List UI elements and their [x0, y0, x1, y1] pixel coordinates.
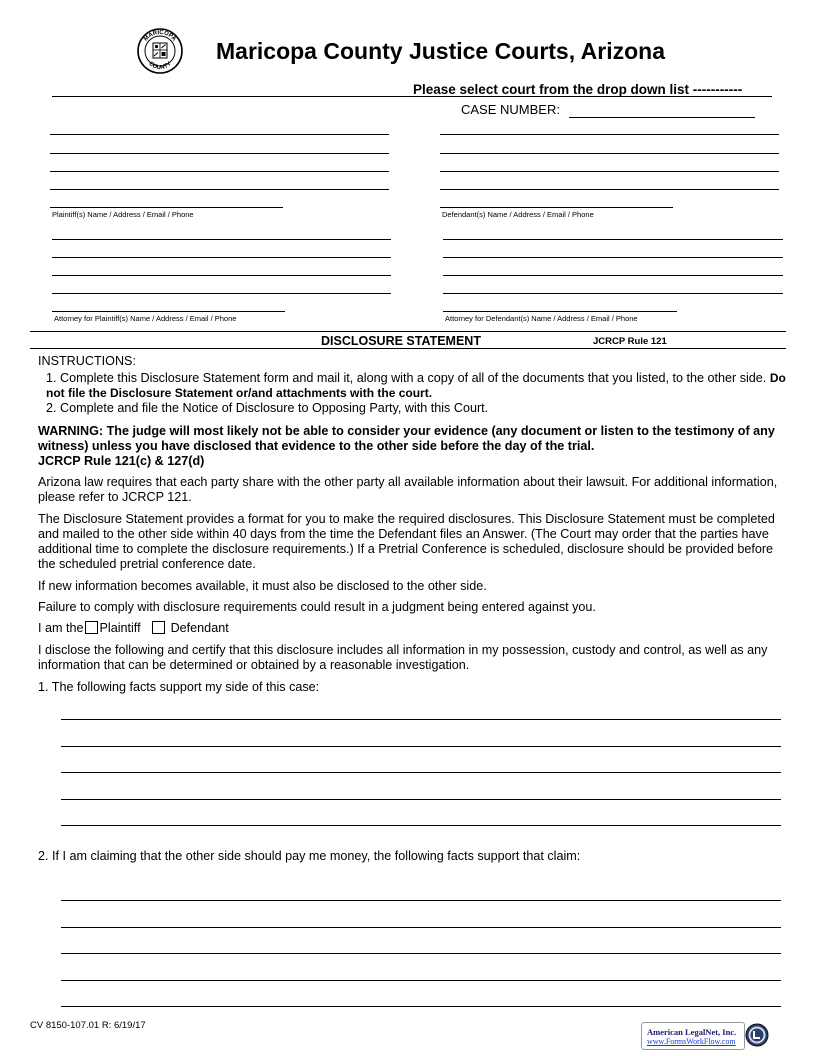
case-number-field[interactable]	[569, 117, 755, 118]
warning-label: WARNING:	[38, 424, 104, 438]
question-2: 2. If I am claiming that the other side should pay me money, the following facts support that claim:	[38, 849, 581, 863]
defendant-checkbox[interactable]	[152, 621, 165, 634]
warning-paragraph	[38, 424, 783, 454]
section-rule-reference: JCRCP Rule 121	[593, 336, 667, 347]
plaintiff-label: Plaintiff(s) Name / Address / Email / Phone	[52, 210, 194, 219]
seal-text-top: MARICOPA	[143, 29, 177, 43]
paragraph-law: Arizona law requires that each party share with the other party all available information about their lawsuit. For additional information, please refer to JCRCP 121.	[38, 475, 778, 504]
question-1-answer-line-5[interactable]	[61, 825, 781, 826]
paragraph-format: The Disclosure Statement provides a format for you to make the required disclosures. This Disclosure Statement must be completed and mailed to the other side within 40 days from the time the Defendant files an Answer. (The Court may order that the parties have additional time to complete the disclosure requirements.) If a Pretrial Conference is scheduled, disclosure should be provided before the scheduled pretrial conference date.	[38, 512, 775, 571]
question-1-answer-line-2[interactable]	[61, 746, 781, 747]
plaintiff-attorney-line-4[interactable]	[52, 293, 391, 294]
paragraph-new-information: If new information becomes available, it must also be disclosed to the other side.	[38, 579, 487, 593]
section-rule-bottom	[30, 348, 786, 349]
defendant-attorney-line-1[interactable]	[443, 239, 783, 240]
defendant-attorney-label: Attorney for Defendant(s) Name / Address / Email / Phone	[445, 314, 638, 323]
question-2-answer-line-3[interactable]	[61, 953, 781, 954]
plaintiff-attorney-line-2[interactable]	[52, 257, 391, 258]
defendant-attorney-line-4[interactable]	[443, 293, 783, 294]
question-2-answer-line-2[interactable]	[61, 927, 781, 928]
defendant-label: Defendant(s) Name / Address / Email / Phone	[442, 210, 594, 219]
county-seal-icon	[137, 28, 183, 74]
legalnet-badge-box	[641, 1022, 745, 1050]
defendant-line-2[interactable]	[440, 153, 779, 154]
warning-text: The judge will most likely not be able to consider your evidence (any document or listen to the testimony of any witness) unless you have disclosed that evidence to the other side before the day of the trial.	[38, 424, 775, 453]
plaintiff-attorney-line-3[interactable]	[52, 275, 391, 276]
svg-text:COUNTY	[147, 61, 172, 71]
paragraph-certification: I disclose the following and certify that this disclosure includes all information in my possession, custody and control, as well as any information that can be determined or obtained by a reasonable investigation.	[38, 643, 768, 672]
plaintiff-attorney-label: Attorney for Plaintiff(s) Name / Address / Email / Phone	[54, 314, 237, 323]
page-title: Maricopa County Justice Courts, Arizona	[216, 38, 665, 64]
defendant-line-1[interactable]	[440, 134, 779, 135]
plaintiff-checkbox[interactable]	[85, 621, 98, 634]
legalnet-logo-icon	[745, 1023, 769, 1047]
question-2-answer-line-5[interactable]	[61, 1006, 781, 1007]
court-select-dropdown[interactable]: Please select court from the drop down list -----------	[413, 82, 743, 97]
defendant-attorney-line-5[interactable]	[443, 311, 677, 312]
header-rule	[52, 96, 772, 97]
plaintiff-line-4[interactable]	[50, 189, 389, 190]
legalnet-badge[interactable]	[641, 1022, 769, 1050]
question-1: 1. The following facts support my side of this case:	[38, 680, 320, 694]
brand-name: American LegalNet, Inc.	[647, 1027, 737, 1037]
warning-rule-reference: JCRCP Rule 121(c) & 127(d)	[38, 454, 205, 468]
instruction-item-1-text: 1. Complete this Disclosure Statement form and mail it, along with a copy of all of the documents that you listed, to the other side.	[46, 371, 767, 385]
instruction-item-1-bold: Do not file the Disclosure Statement or/and attachments with the court.	[46, 371, 786, 400]
role-prefix: I am the	[38, 621, 84, 635]
plaintiff-attorney-line-5[interactable]	[52, 311, 285, 312]
question-1-answer-line-4[interactable]	[61, 799, 781, 800]
form-code: CV 8150-107.01 R: 6/19/17	[30, 1020, 146, 1031]
plaintiff-attorney-line-1[interactable]	[52, 239, 391, 240]
instructions-heading: INSTRUCTIONS:	[38, 354, 136, 368]
instruction-item-1	[46, 371, 786, 401]
instruction-item-2: 2. Complete and file the Notice of Disclosure to Opposing Party, with this Court.	[46, 401, 489, 415]
question-1-answer-line-3[interactable]	[61, 772, 781, 773]
role-selection	[38, 621, 783, 636]
plaintiff-checkbox-label: Plaintiff	[99, 621, 141, 635]
case-number-label: CASE NUMBER:	[461, 102, 560, 117]
question-2-answer-line-1[interactable]	[61, 900, 781, 901]
paragraph-failure: Failure to comply with disclosure requirements could result in a judgment being entered against you.	[38, 600, 596, 614]
defendant-checkbox-label: Defendant	[170, 621, 229, 635]
plaintiff-line-1[interactable]	[50, 134, 389, 135]
plaintiff-line-3[interactable]	[50, 171, 389, 172]
seal-text-bottom: COUNTY	[147, 60, 173, 72]
defendant-line-3[interactable]	[440, 171, 779, 172]
defendant-line-5[interactable]	[440, 207, 673, 208]
question-2-answer-line-4[interactable]	[61, 980, 781, 981]
plaintiff-line-2[interactable]	[50, 153, 389, 154]
section-title: DISCLOSURE STATEMENT	[321, 334, 481, 348]
defendant-line-4[interactable]	[440, 189, 779, 190]
section-rule-top	[30, 331, 786, 332]
brand-url-link[interactable]: www.FormsWorkFlow.com	[647, 1037, 736, 1046]
defendant-attorney-line-3[interactable]	[443, 275, 783, 276]
defendant-attorney-line-2[interactable]	[443, 257, 783, 258]
plaintiff-line-5[interactable]	[50, 207, 283, 208]
question-1-answer-line-1[interactable]	[61, 719, 781, 720]
